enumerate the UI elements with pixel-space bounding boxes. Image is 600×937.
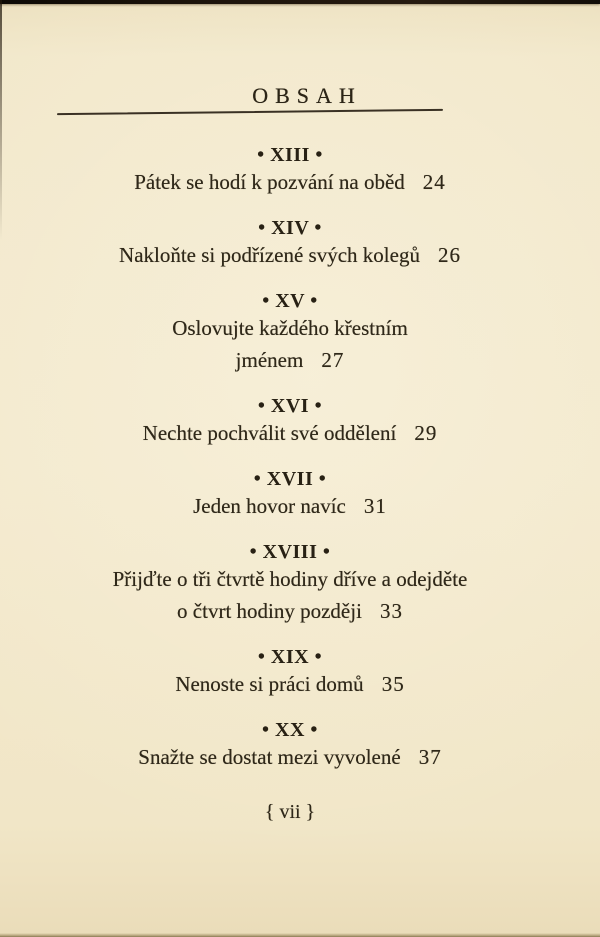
chapter-title-text: Pátek se hodí k pozvání na oběd	[134, 170, 405, 194]
chapter-numeral: • XVI •	[257, 395, 323, 417]
toc-entry	[0, 468, 590, 522]
chapter-title-text: Oslovujte každého křestním	[172, 316, 408, 340]
chapter-numeral: • XIV •	[258, 217, 322, 239]
chapter-title-text: o čtvrt hodiny později	[177, 599, 362, 623]
chapter-title-text: Nenoste si práci domů	[175, 672, 364, 696]
chapter-title-line	[0, 166, 590, 198]
header-rule	[57, 109, 443, 115]
toc-entry	[0, 719, 590, 773]
chapter-page-number: 33	[379, 599, 403, 623]
chapter-title-text: Snažte se dostat mezi vyvolené	[138, 745, 401, 769]
chapter-title-line	[0, 595, 590, 627]
chapter-numeral: • XVIII •	[249, 541, 331, 563]
toc-entry	[0, 290, 590, 376]
chapter-page-number: 27	[321, 348, 345, 372]
chapter-title-line	[0, 312, 590, 344]
chapter-title-line	[0, 417, 590, 449]
chapter-title-line	[0, 239, 590, 271]
chapter-page-number: 35	[381, 672, 405, 696]
chapter-title-text: Nechte pochválit své oddělení	[142, 421, 397, 445]
chapter-title-line	[0, 344, 590, 376]
chapter-title-line	[0, 490, 590, 522]
page-footer	[0, 800, 590, 824]
chapter-page-number: 31	[363, 494, 387, 518]
page-title: OBSAH	[252, 83, 362, 108]
page-body	[0, 144, 590, 824]
toc-entry	[0, 646, 590, 700]
toc-entry	[0, 395, 590, 449]
chapter-title-text: Přijďte o tři čtvrtě hodiny dříve a odejděte	[112, 567, 468, 591]
chapter-title-text: Nakloňte si podřízené svých kolegů	[119, 243, 420, 267]
chapter-title-text: Jeden hovor navíc	[193, 494, 346, 518]
chapter-page-number: 26	[437, 243, 461, 267]
chapter-numeral: • XIX •	[257, 646, 323, 668]
chapter-title-line	[0, 741, 590, 773]
chapter-title-line	[0, 668, 590, 700]
chapter-title-text: jménem	[235, 348, 304, 372]
folio-number: { vii }	[264, 801, 316, 823]
chapter-numeral: • XVII •	[253, 468, 327, 490]
toc-entry	[0, 217, 590, 271]
scan-top-edge	[0, 0, 600, 4]
page-header	[0, 0, 600, 113]
chapter-page-number: 24	[422, 170, 446, 194]
chapter-numeral: • XV •	[262, 290, 318, 312]
chapter-title-line	[0, 563, 590, 595]
toc-list	[0, 144, 590, 773]
toc-entry	[0, 144, 590, 198]
chapter-page-number: 37	[418, 745, 442, 769]
chapter-page-number: 29	[414, 421, 438, 445]
chapter-numeral: • XX •	[262, 719, 318, 741]
chapter-numeral: • XIII •	[257, 144, 323, 166]
scan-bottom-edge	[0, 933, 600, 937]
toc-entry	[0, 541, 590, 627]
